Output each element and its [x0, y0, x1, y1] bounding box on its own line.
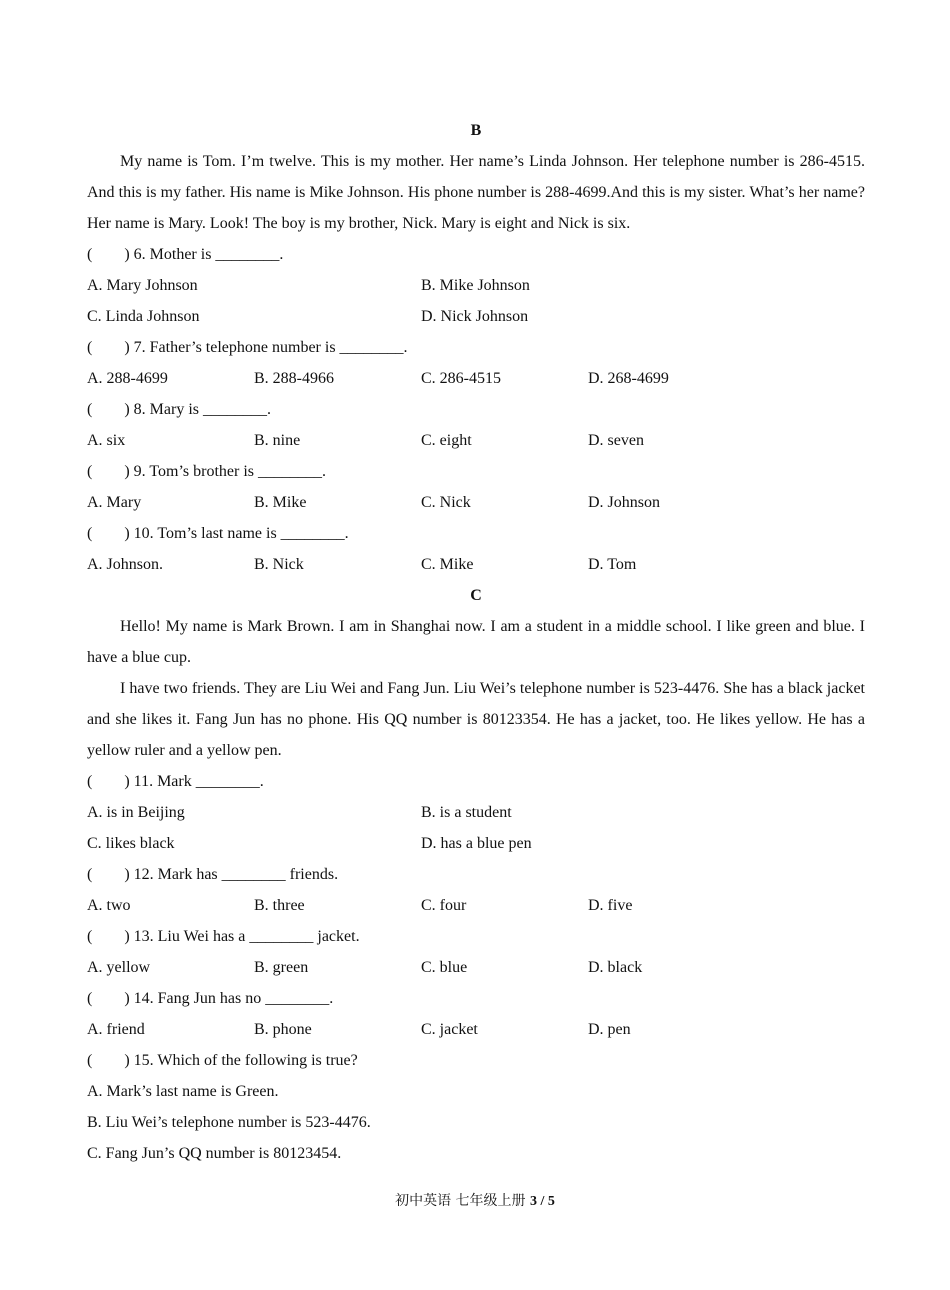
option-d: D. has a blue pen [421, 835, 532, 852]
option-c: C. 286-4515 [421, 370, 501, 387]
option-c: C. Fang Jun’s QQ number is 80123454. [87, 1145, 342, 1162]
option-a: A. two [87, 897, 131, 914]
option-d: D. 268-4699 [588, 370, 669, 387]
option-c: C. jacket [421, 1021, 478, 1038]
question-12: ( ) 12. Mark has ________ friends. [87, 866, 339, 883]
document-page [87, 115, 865, 1169]
option-a: A. Mark’s last name is Green. [87, 1083, 279, 1100]
option-a: A. Mary [87, 494, 142, 511]
option-c: C. blue [421, 959, 468, 976]
question-13: ( ) 13. Liu Wei has a ________ jacket. [87, 928, 360, 945]
option-b: B. green [254, 959, 309, 976]
page-number: 3 / 5 [530, 1194, 555, 1209]
question-8-options [87, 425, 865, 456]
question-10: ( ) 10. Tom’s last name is ________. [87, 525, 349, 542]
option-c: C. likes black [87, 835, 175, 852]
option-a: A. yellow [87, 959, 151, 976]
footer-course: 初中英语 七年级上册 [395, 1193, 526, 1209]
question-11-options [87, 797, 865, 828]
section-c-passage-1: Hello! My name is Mark Brown. I am in Shanghai now. I am a student in a middle school. I like green and blue. I have a blue cup. [87, 618, 865, 666]
question-11-options-2 [87, 828, 865, 859]
question-14: ( ) 14. Fang Jun has no ________. [87, 990, 334, 1007]
option-c: C. Linda Johnson [87, 308, 200, 325]
option-d: D. pen [588, 1021, 631, 1038]
option-b: B. is a student [421, 804, 512, 821]
question-6: ( ) 6. Mother is ________. [87, 246, 284, 263]
option-c: C. eight [421, 432, 472, 449]
section-c-passage-2: I have two friends. They are Liu Wei and Fang Jun. Liu Wei’s telephone number is 523-4476. She has a black jacket and she likes it. Fang Jun has no phone. His QQ number is 80123354. He has a jacket, too. He likes yellow. He has a yellow ruler and a yellow pen. [87, 680, 865, 759]
option-a: A. 288-4699 [87, 370, 168, 387]
question-15: ( ) 15. Which of the following is true? [87, 1052, 358, 1069]
question-8: ( ) 8. Mary is ________. [87, 401, 271, 418]
option-b: B. Mike [254, 494, 307, 511]
option-a: A. friend [87, 1021, 145, 1038]
option-b: B. Nick [254, 556, 304, 573]
option-b: B. phone [254, 1021, 312, 1038]
option-b: B. 288-4966 [254, 370, 334, 387]
option-d: D. Tom [588, 556, 637, 573]
option-d: D. Nick Johnson [421, 308, 529, 325]
option-b: B. Liu Wei’s telephone number is 523-4476. [87, 1114, 371, 1131]
question-14-options [87, 1014, 865, 1045]
option-c: C. Mike [421, 556, 474, 573]
question-10-options [87, 549, 865, 580]
question-9: ( ) 9. Tom’s brother is ________. [87, 463, 327, 480]
question-12-options [87, 890, 865, 921]
option-d: D. five [588, 897, 633, 914]
option-c: C. Nick [421, 494, 471, 511]
question-7: ( ) 7. Father’s telephone number is ________. [87, 339, 408, 356]
option-c: C. four [421, 897, 467, 914]
option-a: A. is in Beijing [87, 804, 185, 821]
page-footer [0, 1190, 950, 1210]
option-b: B. three [254, 897, 305, 914]
question-7-options [87, 363, 865, 394]
option-b: B. nine [254, 432, 301, 449]
section-b-passage: My name is Tom. I’m twelve. This is my mother. Her name’s Linda Johnson. Her telephone number is 286-4515. And this is my father. His name is Mike Johnson. His phone number is 288-4699.And this is my sister. What’s her name? Her name is Mary. Look! The boy is my brother, Nick. Mary is eight and Nick is six. [87, 153, 865, 232]
option-a: A. Mary Johnson [87, 277, 198, 294]
section-b-heading: B [470, 122, 482, 139]
question-6-options-2 [87, 301, 865, 332]
question-9-options [87, 487, 865, 518]
question-11: ( ) 11. Mark ________. [87, 773, 264, 790]
question-13-options [87, 952, 865, 983]
option-d: D. Johnson [588, 494, 661, 511]
option-d: D. black [588, 959, 643, 976]
question-6-options [87, 270, 865, 301]
option-b: B. Mike Johnson [421, 277, 530, 294]
option-d: D. seven [588, 432, 644, 449]
option-a: A. six [87, 432, 126, 449]
section-c-heading: C [470, 587, 482, 604]
option-a: A. Johnson. [87, 556, 164, 573]
